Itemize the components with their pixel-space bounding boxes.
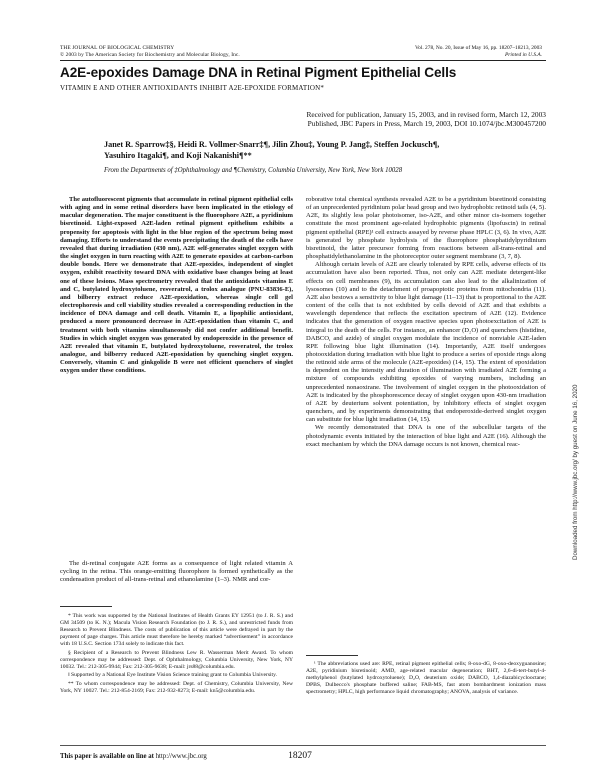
intro-paragraph: The di-retinal conjugate A2E forms as a consequence of light related vitamin A cycling in the retina. This orange-emitting fluorophore is formed synthetically as the condensation product of all-trans-retinal and ethanolamine (1–3). NMR and cor-	[60, 560, 293, 584]
printed-in: Printed in U.S.A.	[505, 51, 542, 58]
journal-header	[60, 45, 240, 58]
footer-rule	[60, 745, 546, 746]
footnote-rule-left	[60, 606, 112, 607]
page-number: 18207	[288, 751, 312, 761]
received-line: Received for publication, January 15, 2003, and in revised form, March 12, 2003	[306, 110, 546, 119]
availability-text: This paper is available on line at	[60, 753, 154, 760]
footnote-rule-right	[306, 655, 358, 656]
left-footnotes	[60, 613, 293, 696]
footnote-training-grant: ‖ Supported by a National Eye Institute Vision Science training grant to Columbia University.	[68, 672, 277, 678]
article-title: A2E-epoxides Damage DNA in Retinal Pigment Epithelial Cells	[60, 65, 457, 80]
authors-line-1: Janet R. Sparrow‡§, Heidi R. Vollmer-Snarr‡¶, Jilin Zhou‡, Young P. Jang‡, Steffen Jockusch¶,	[104, 140, 440, 149]
right-paragraph-2: Although certain levels of A2E are clearly tolerated by RPE cells, adverse effects of its accumulation have also been reported. Thus, not only can A2E mediate detergent-like effects on cell membranes (9), its accumulation can also lead to the alkalinization of lysosomes (10) and to the detachment of proapoptotic proteins from mitochondria (11). A2E also bestows a sensitivity to blue light damage (11–13) that is proportional to the A2E content of the cells that is not exhibited by cells devoid of A2E and that exhibits a wavelength dependence that reflects the excitation spectrum of A2E (12). Evidence indicates that the generation of oxygen reactive species upon photoexcitation of A2E is integral to the death of the cells. For instance, an enhancer (D₂O) and quenchers (histidine, DABCO, and azide) of singlet oxygen modulate the incidence of nonviable A2E-laden RPE following blue light illumination (14). Importantly, A2E itself undergoes photooxidation during irradiation with blue light to produce a series of epoxide rings along the retinoid side arms of the molecule (A2E-epoxides) (14, 15). The extent of epoxidation is dependent on the intensity and duration of illumination with irradiated A2E forming a mixture of compounds exhibiting epoxides of varying numbers, including an unprecedented nonaoxirane. The involvement of singlet oxygen in the photooxidation of A2E is indicated by the phosphorescence decay of singlet oxygen upon 430-nm irradiation of A2E by deuterium solvent potentiation, by inhibitory effects of singlet oxygen quenchers, and by experiments demonstrating that endoperoxide-derived singlet oxygen can substitute for blue light irradiation (14, 15).	[306, 261, 546, 424]
right-paragraph-3: We recently demonstrated that DNA is one of the subcellular targets of the photodynamic events initiated by the interaction of blue light and A2E (16). Although the exact mechanism by which the DNA damage occurs is not known, chemical reac-	[306, 424, 546, 448]
abbreviations-footnote: ¹ The abbreviations used are: RPE, retinal pigment epithelial cells; 8-oxo-dG, 8-oxo-deoxyguanosine; A2E, pyridinium bisretinoid; AMD, age-related macular degeneration; BHT, 2,6-di-tert-butyl-4-methylphenol (butylated hydroxytoluene); D₂O, deuterium oxide; DABCO, 1,4-diazabicyclooctane; DPBS, Dulbecco's phosphate buffered saline; FAB-MS, fast atom bombardment ionization mass spectrometry; HPLC, high performance liquid chromatography; ANOVA, analysis of variance.	[306, 661, 546, 695]
header-rule	[60, 60, 546, 61]
journal-name: THE JOURNAL OF BIOLOGICAL CHEMISTRY	[60, 45, 175, 51]
copyright-line: © 2003 by The American Society for Biochemistry and Molecular Biology, Inc.	[60, 51, 240, 58]
intro-right-column	[306, 196, 546, 449]
article-subtitle: VITAMIN E AND OTHER ANTIOXIDANTS INHIBIT A2E-EPOXIDE FORMATION*	[60, 84, 325, 92]
published-line: Published, JBC Papers in Press, March 19, 2003, DOI 10.1074/jbc.M300457200	[307, 119, 546, 128]
right-footnotes	[306, 661, 546, 698]
received-dates	[60, 110, 546, 128]
abstract-text: The autofluorescent pigments that accumulate in retinal pigment epithelial cells with aging and in some retinal disorders have been implicated in the etiology of macular degeneration. The major constituent is the fluorophore A2E, a pyridinium bisretinoid. Light-exposed A2E-laden retinal pigment epithelium exhibits a propensity for apoptosis with light in the blue region of the spectrum being most damaging. Efforts to understand the events precipitating the death of the cells have revealed that during irradiation (430 nm), A2E self-generates singlet oxygen with the singlet oxygen in turn reacting with A2E to generate epoxides at carbon-carbon double bonds. Here we demonstrate that A2E-epoxides, independent of singlet oxygen, exhibit reactivity toward DNA with oxidative base changes being at least one of these lesions. Mass spectrometry revealed that the antioxidants vitamins E and C, butylated hydroxytoluene, resveratrol, a trolox analogue (PNU-83836-E), and bilberry extract reduce A2E-epoxidation, whereas single cell gel electrophoresis and cell viability studies revealed a corresponding reduction in the incidence of DNA damage and cell death. Vitamin E, a lipophilic antioxidant, produced a more pronounced decrease in A2E-epoxidation than vitamin C, and treatment with both vitamins simultaneously did not confer additional benefit. Studies in which singlet oxygen was generated by endoperoxide in the presence of A2E revealed that vitamin E, butylated hydroxytoluene, resveratrol, the trolox analogue, and bilberry reduced A2E-epoxidation by quenching singlet oxygen. Conversely, vitamin C and ginkgolide B were not efficient quenchers of singlet oxygen under these conditions.	[60, 196, 293, 375]
author-list	[104, 140, 546, 161]
download-notice[interactable]: Downloaded from http://www.jbc.org/ by guest on June 16, 2020	[572, 384, 579, 560]
footnote-funding: * This work was supported by the National Institutes of Health Grants EY 12951 (to J. R. S.) and GM 34509 (to K. N.); Macula Vision Research Foundation (to J. R. S.), and unrestricted funds from Research to Prevent Blindness. The costs of publication of this article were defrayed in part by the payment of page charges. This article must therefore be hereby marked “advertisement” in accordance with 18 U.S.C. Section 1734 solely to indicate this fact.	[60, 613, 293, 647]
footnote-correspondence-2: ** To whom correspondence may be addressed: Dept. of Chemistry, Columbia University, New York, NY 10027. Tel.: 212-854-2169; Fax: 212-932-8273; E-mail: kn5@columbia.edu.	[60, 680, 293, 694]
footnote-correspondence-1: § Recipient of a Research to Prevent Blindness Lew R. Wasserman Merit Award. To whom correspondence may be addressed: Dept. of Ophthalmology, Columbia University, New York, NY 10032. Tel.: 212-305-9944; Fax: 212-305-9638; E-mail: jrs88@columbia.edu.	[60, 649, 293, 670]
download-sidebar	[572, 200, 582, 560]
authors-line-2: Yasuhiro Itagaki¶, and Koji Nakanishi¶**	[104, 150, 252, 160]
volume-info: Vol. 278, No. 20, Issue of May 16, pp. 18207–18213, 2003	[414, 45, 542, 51]
right-paragraph-1: roborative total chemical synthesis revealed A2E to be a pyridinium bisretinoid consisting of an unprecedented pyridinium polar head group and two hydrophobic retinoid tails (4, 5). A2E, its slightly less polar photoisomer, iso-A2E, and other minor cis-isomers together constitute the most prominent age-related hydrophobic pigments (lipofuscin) in retinal pigment epithelial (RPE)¹ cell extracts assayed by reverse phase HPLC (3, 6). In vivo, A2E is generated by phosphate hydrolysis of the fluorophore phosphatidylpyridinium bisretinoid, the latter precursor forming from reactions between all-trans-retinal and phosphatidylethanolamine in the photoreceptor outer segment membrane (3, 7, 8).	[306, 196, 546, 261]
journal-url[interactable]: http://www.jbc.org	[155, 753, 207, 760]
abstract	[60, 196, 293, 375]
intro-left-column	[60, 560, 293, 584]
affiliation: From the Departments of ‡Ophthalmology and ¶Chemistry, Columbia University, New York, New York 10028	[104, 167, 403, 174]
issue-header	[415, 45, 542, 58]
